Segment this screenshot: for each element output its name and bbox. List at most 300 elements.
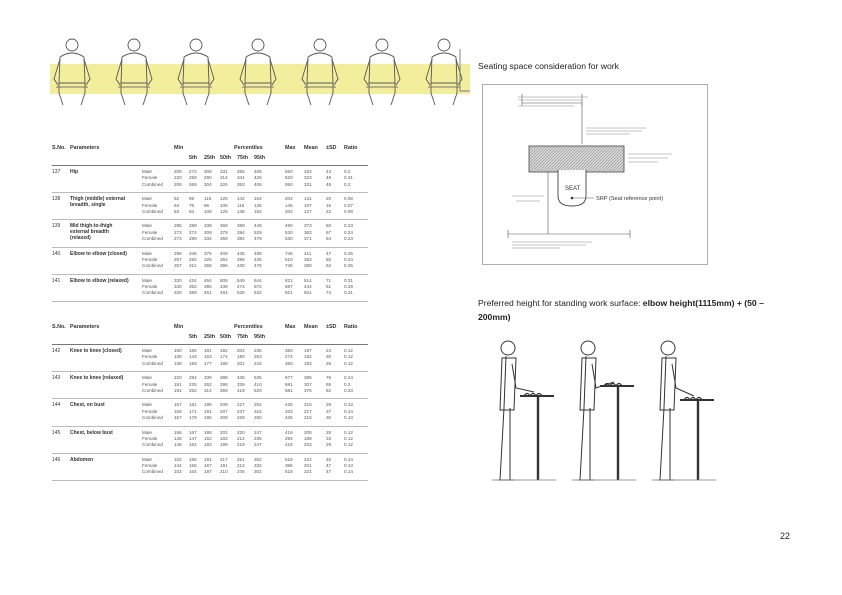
table-cell: 395 — [304, 375, 312, 381]
table-cell: 0.25 — [344, 263, 353, 269]
table-cell: 257 — [174, 263, 182, 269]
table-row — [52, 290, 368, 296]
table-cell: 166 — [189, 456, 197, 462]
table-cell: 138 — [174, 354, 182, 360]
col-p25: 25th — [204, 155, 216, 161]
table-cell: 209 — [220, 415, 228, 421]
table-cell: 215 — [304, 415, 312, 421]
table-cell: 0.13 — [344, 402, 353, 408]
table-cell: 0.24 — [344, 229, 353, 235]
table-cell: 260 — [254, 415, 262, 421]
table-cell: 181 — [189, 402, 197, 408]
parameter-group — [52, 275, 368, 302]
table-cell: 529 — [254, 229, 262, 235]
table-cell: 197 — [304, 348, 312, 353]
table-cell: 289 — [189, 223, 197, 229]
col-p5: 5th — [189, 155, 198, 161]
table-cell: 479 — [254, 236, 262, 242]
sex-label: Male — [142, 375, 152, 381]
table-cell: 371 — [304, 236, 312, 242]
table-cell: 61 — [326, 284, 332, 290]
table-cell: 0.31 — [344, 277, 353, 283]
table-cell: 29 — [326, 442, 332, 448]
table-cell: 229 — [237, 415, 245, 421]
parameter-number: 142 — [52, 348, 61, 354]
table-cell: 355 — [237, 169, 245, 174]
table-cell: 409 — [220, 250, 228, 256]
table-cell: 424 — [189, 277, 197, 283]
table-cell: 47 — [326, 463, 332, 469]
table-cell: 333 — [285, 408, 293, 414]
sex-label: Male — [142, 402, 152, 408]
table-cell: 33 — [326, 435, 332, 441]
parameter-number: 138 — [52, 196, 61, 203]
table-cell: 315 — [254, 408, 262, 414]
table-cell: 220 — [237, 429, 245, 435]
table-cell: 587 — [285, 284, 293, 290]
table-cell: 157 — [174, 415, 182, 421]
table-body — [52, 345, 368, 481]
col-percentiles: Percentiles — [234, 324, 263, 330]
table-cell: 221 — [304, 469, 312, 475]
standing-caption-text: Preferred height for standing work surface: — [478, 298, 643, 308]
table-cell: 388 — [220, 375, 228, 381]
table-cell: 227 — [237, 402, 245, 408]
table-cell: 314 — [220, 175, 228, 181]
table-cell: 196 — [204, 402, 212, 408]
table-cell: 369 — [220, 223, 228, 229]
sex-label: Female — [142, 202, 158, 208]
table-cell: 212 — [237, 435, 245, 441]
table-cell: 398 — [304, 263, 312, 269]
table-cell: 520 — [285, 175, 293, 181]
col-mean: Mean — [304, 324, 318, 330]
table-cell: 193 — [304, 360, 312, 366]
table-cell: 217 — [304, 408, 312, 414]
table-cell: 127 — [304, 208, 312, 214]
table-cell: 363 — [304, 256, 312, 262]
table-cell: 162 — [254, 208, 262, 214]
table-row — [52, 388, 368, 394]
table-cell: 107 — [304, 202, 312, 208]
table-cell: 326 — [220, 181, 228, 187]
sex-label: Male — [142, 348, 152, 353]
sex-label: Female — [142, 463, 158, 469]
table-cell: 171 — [189, 408, 197, 414]
table-cell: 138 — [174, 360, 182, 366]
sex-label: Female — [142, 256, 158, 262]
parameter-name: Chest, below bust — [70, 429, 113, 436]
table-cell: 45 — [326, 181, 332, 187]
table-cell: 274 — [189, 229, 197, 235]
table-cell: 449 — [254, 223, 262, 229]
table-cell: 331 — [304, 181, 312, 187]
diagram-frame — [483, 85, 708, 265]
table-cell: 0.21 — [344, 175, 353, 181]
table-cell: 425 — [285, 402, 293, 408]
table-cell: 74 — [326, 290, 332, 296]
table-cell: 339 — [237, 381, 245, 387]
sex-label: Female — [142, 381, 158, 387]
standing-work-illustration — [478, 330, 728, 490]
table-cell: 416 — [285, 429, 293, 435]
parameter-number: 143 — [52, 375, 61, 382]
table-cell: 518 — [285, 456, 293, 462]
col-p50: 50th — [220, 334, 232, 340]
col-p50: 50th — [220, 155, 232, 161]
table-cell: 821 — [285, 277, 293, 283]
table-cell: 82 — [326, 387, 332, 393]
table-cell: 425 — [254, 175, 262, 181]
col-max: Max — [285, 324, 296, 330]
parameter-name: Knee to knee (closed) — [70, 348, 122, 354]
table-cell: 143 — [189, 354, 197, 360]
col-max: Max — [285, 145, 296, 151]
table-cell: 257 — [174, 256, 182, 262]
table-cell: 340 — [174, 284, 182, 290]
table-cell: 187 — [204, 469, 212, 475]
table-cell: 394 — [237, 236, 245, 242]
table-cell: 369 — [220, 387, 228, 393]
table-cell: 116 — [204, 196, 212, 202]
sex-label: Combined — [142, 208, 163, 214]
table-cell: 395 — [285, 463, 293, 469]
table-cell: 677 — [285, 375, 293, 381]
table-cell: 138 — [237, 208, 245, 214]
table-cell: 389 — [189, 290, 197, 296]
anthropometric-table-1 — [52, 143, 368, 302]
parameter-number: 137 — [52, 169, 61, 175]
table-cell: 157 — [174, 402, 182, 408]
table-cell: 746 — [285, 263, 293, 269]
table-cell: 284 — [189, 375, 197, 381]
sex-label: Combined — [142, 263, 163, 269]
table-cell: 224 — [304, 456, 312, 462]
table-cell: 28 — [326, 402, 332, 408]
table-cell: 439 — [220, 284, 228, 290]
table-cell: 364 — [220, 256, 228, 262]
table-cell: 67 — [326, 229, 332, 235]
parameter-name: Knee to knee (relaxed) — [70, 375, 124, 382]
table-cell: 302 — [254, 469, 262, 475]
table-cell: 510 — [285, 256, 293, 262]
sex-label: Female — [142, 175, 158, 181]
table-row — [52, 209, 368, 215]
table-cell: 332 — [254, 463, 262, 469]
sex-label: Male — [142, 429, 152, 435]
table-cell: 644 — [254, 277, 262, 283]
table-row — [52, 415, 368, 421]
table-cell: 353 — [237, 181, 245, 187]
table-cell: 75 — [189, 202, 195, 208]
table-cell: 530 — [285, 229, 293, 235]
table-cell: 489 — [254, 250, 262, 256]
sex-label: Female — [142, 229, 158, 235]
parameter-group — [52, 345, 368, 372]
table-cell: 146 — [174, 435, 182, 441]
table-cell: 399 — [237, 223, 245, 229]
table-cell: 125 — [220, 208, 228, 214]
table-cell: 158 — [174, 408, 182, 414]
table-cell: 225 — [189, 381, 197, 387]
table-cell: 191 — [220, 463, 228, 469]
table-cell: 94 — [189, 208, 195, 214]
table-cell: 209 — [174, 181, 182, 187]
table-cell: 177 — [204, 360, 212, 366]
standing-caption — [478, 296, 798, 324]
table-cell: 195 — [204, 415, 212, 421]
table-cell: 406 — [254, 181, 262, 187]
table-cell: 189 — [220, 360, 228, 366]
anthropometric-table-2 — [52, 322, 368, 481]
table-body — [52, 166, 368, 302]
seat-reference-point — [571, 197, 574, 200]
table-cell: 52 — [326, 263, 332, 269]
table-cell: 0.13 — [344, 415, 353, 421]
table-cell: 201 — [237, 360, 245, 366]
table-cell: 0.12 — [344, 429, 353, 435]
table-cell: 530 — [285, 236, 293, 242]
table-cell: 476 — [254, 263, 262, 269]
table-cell: 572 — [254, 284, 262, 290]
parameter-group — [52, 372, 368, 399]
table-cell: 247 — [254, 442, 262, 448]
seated-figures-illustration — [50, 35, 470, 110]
table-cell: 821 — [285, 290, 293, 296]
table-cell: 296 — [174, 250, 182, 256]
table-cell: 438 — [237, 375, 245, 381]
col-ratio: Ratio — [344, 324, 358, 330]
table-cell: 235 — [254, 435, 262, 441]
table-cell: 518 — [285, 469, 293, 475]
table-cell: 53 — [174, 208, 180, 214]
table-cell: 360 — [285, 360, 293, 366]
table-cell: 210 — [220, 469, 228, 475]
table-cell: 298 — [220, 381, 228, 387]
table-cell: 131 — [304, 196, 312, 202]
table-cell: 396 — [220, 263, 228, 269]
table-cell: 444 — [304, 284, 312, 290]
table-cell: 0.2 — [344, 169, 351, 174]
table-cell: 163 — [204, 354, 212, 360]
table-cell: 164 — [254, 196, 262, 202]
table-cell: 262 — [204, 381, 212, 387]
table-cell: 156 — [174, 429, 182, 435]
standing-figure — [572, 341, 636, 480]
table-cell: 190 — [237, 354, 245, 360]
table-cell: 247 — [254, 429, 262, 435]
sex-label: Combined — [142, 469, 163, 475]
table-cell: 0.12 — [344, 348, 353, 353]
table-cell: 632 — [254, 290, 262, 296]
col-parameters: Parameters — [70, 145, 100, 151]
parameter-group — [52, 166, 368, 193]
table-cell: 339 — [204, 223, 212, 229]
sex-label: Female — [142, 354, 158, 360]
table-cell: 341 — [237, 175, 245, 181]
table-cell: 550 — [285, 181, 293, 187]
table-cell: 0.29 — [344, 284, 353, 290]
col-mean: Mean — [304, 145, 318, 151]
standing-caption-bold: elbow height(1115mm) + (50 – 200mm) — [478, 298, 764, 322]
table-cell: 0.23 — [344, 387, 353, 393]
table-header — [52, 143, 368, 166]
table-cell: 203 — [304, 442, 312, 448]
table-cell: 254 — [254, 402, 262, 408]
table-cell: 411 — [304, 250, 312, 256]
table-cell: 269 — [189, 181, 197, 187]
sex-label: Male — [142, 277, 152, 283]
table-cell: 273 — [174, 229, 182, 235]
sex-label: Combined — [142, 442, 163, 448]
table-cell: 253 — [254, 354, 262, 360]
table-cell: 405 — [254, 169, 262, 174]
table-cell: 47 — [326, 250, 332, 256]
table-cell: 49 — [326, 175, 332, 181]
table-cell: 146 — [174, 442, 182, 448]
table-cell: 360 — [285, 348, 293, 353]
table-cell: 245 — [237, 469, 245, 475]
table-cell: 191 — [174, 381, 182, 387]
table-cell: 145 — [285, 202, 293, 208]
table-cell: 20 — [326, 196, 332, 202]
parameter-name: Hip — [70, 169, 79, 175]
table-cell: 282 — [189, 256, 197, 262]
table-cell: 199 — [220, 442, 228, 448]
table-cell: 681 — [285, 387, 293, 393]
sex-label: Combined — [142, 387, 163, 393]
col-sno: S.No. — [52, 145, 66, 151]
table-cell: 346 — [189, 250, 197, 256]
col-sno: S.No. — [52, 324, 66, 330]
table-cell: 191 — [174, 387, 182, 393]
parameter-number: 144 — [52, 402, 61, 409]
parameter-number: 146 — [52, 456, 61, 463]
parameter-group — [52, 399, 368, 426]
col-min: Min — [174, 145, 184, 151]
standing-figure — [652, 341, 716, 480]
table-cell: 28 — [326, 429, 332, 435]
table-cell: 363 — [304, 229, 312, 235]
table-cell: 294 — [285, 435, 293, 441]
table-cell: 375 — [204, 250, 212, 256]
col-ratio: Ratio — [344, 145, 358, 151]
table-cell: 189 — [304, 435, 312, 441]
table-cell: 179 — [189, 415, 197, 421]
table-cell: 0.14 — [344, 408, 353, 414]
table-cell: 102 — [174, 456, 182, 462]
table-cell: 96 — [204, 202, 210, 208]
parameter-name: Elbow to elbow (closed) — [70, 250, 127, 257]
table-row — [52, 263, 368, 269]
table-cell: 47 — [326, 469, 332, 475]
table-cell: 99 — [189, 196, 195, 202]
parameter-group — [52, 193, 368, 220]
sex-label: Combined — [142, 415, 163, 421]
sex-label: Male — [142, 456, 152, 462]
table-cell: 0.12 — [344, 354, 353, 360]
table-cell: 24 — [326, 348, 332, 353]
col-p5: 5th — [189, 334, 198, 340]
table-cell: 46 — [326, 456, 332, 462]
table-cell: 464 — [204, 277, 212, 283]
col-p95: 95th — [254, 155, 266, 161]
table-cell: 147 — [189, 435, 197, 441]
table-cell: 191 — [204, 408, 212, 414]
table-cell: 0.08 — [344, 208, 353, 214]
table-cell: 182 — [304, 354, 312, 360]
table-cell: 501 — [304, 290, 312, 296]
table-cell: 529 — [254, 387, 262, 393]
table-cell: 166 — [189, 348, 197, 353]
col-p95: 95th — [254, 334, 266, 340]
highlight-band — [50, 64, 470, 94]
table-cell: 410 — [254, 381, 262, 387]
sex-label: Combined — [142, 236, 163, 242]
table-cell: 251 — [237, 456, 245, 462]
table-cell: 0.07 — [344, 202, 353, 208]
table-cell: 209 — [220, 402, 228, 408]
table-cell: 289 — [189, 236, 197, 242]
parameter-name: Thigh (middle) external breadth, single — [70, 196, 126, 209]
table-cell: 37 — [326, 408, 332, 414]
table-cell: 373 — [304, 223, 312, 229]
table-cell: 394 — [237, 229, 245, 235]
table-row — [52, 182, 368, 188]
table-cell: 0.2 — [344, 181, 351, 187]
table-cell: 136 — [254, 202, 262, 208]
col-sd: ±SD — [326, 145, 337, 151]
parameter-group — [52, 220, 368, 247]
table-cell: 535 — [254, 375, 262, 381]
table-row — [52, 361, 368, 367]
sex-label: Male — [142, 223, 152, 229]
work-surface — [529, 146, 624, 172]
table-cell: 311 — [189, 263, 197, 269]
table-cell: 215 — [304, 402, 312, 408]
table-cell: 22 — [326, 208, 332, 214]
table-cell: 201 — [220, 429, 228, 435]
table-cell: 330 — [174, 290, 182, 296]
table-cell: 419 — [237, 387, 245, 393]
sex-label: Combined — [142, 181, 163, 187]
table-cell: 0.24 — [344, 256, 353, 262]
table-cell: 109 — [204, 208, 212, 214]
table-cell: 0.2 — [344, 381, 351, 387]
table-cell: 430 — [237, 263, 245, 269]
col-p75: 75th — [237, 334, 249, 340]
table-cell: 309 — [204, 229, 212, 235]
table-cell: 164 — [189, 442, 197, 448]
parameter-group — [52, 248, 368, 275]
table-cell: 155 — [189, 463, 197, 469]
parameter-group — [52, 427, 368, 454]
table-cell: 53 — [174, 202, 180, 208]
table-cell: 76 — [326, 375, 332, 381]
table-cell: 369 — [220, 236, 228, 242]
table-cell: 82 — [174, 196, 180, 202]
table-cell: 181 — [204, 348, 212, 353]
table-cell: 204 — [285, 196, 293, 202]
table-cell: 30 — [326, 415, 332, 421]
table-cell: 243 — [254, 360, 262, 366]
sex-label: Male — [142, 169, 152, 174]
table-cell: 192 — [220, 348, 228, 353]
sex-label: Male — [142, 250, 152, 256]
table-cell: 0.23 — [344, 236, 353, 242]
table-cell: 201 — [304, 463, 312, 469]
table-cell: 16 — [326, 202, 332, 208]
